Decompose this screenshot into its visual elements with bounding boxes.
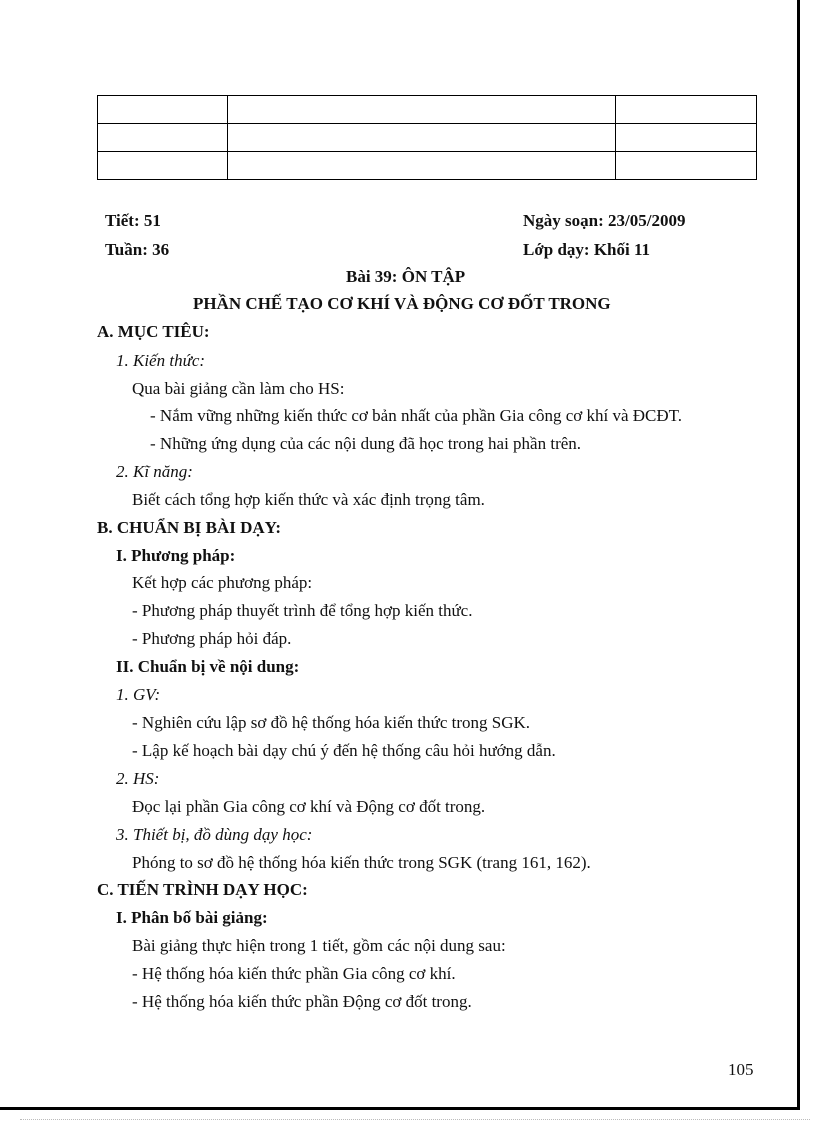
week-label: Tuần: 36 xyxy=(105,240,170,259)
list-item: - Nắm vững những kiến thức cơ bản nhất của phần Gia công cơ khí và ĐCĐT. xyxy=(150,406,683,425)
section-a-heading: A. MỤC TIÊU: xyxy=(97,322,210,341)
list-item: - Hệ thống hóa kiến thức phần Động cơ đốt trong. xyxy=(132,992,472,1011)
section-c-heading: C. TIẾN TRÌNH DẠY HỌC: xyxy=(97,880,308,899)
knowledge-intro: Qua bài giảng cần làm cho HS: xyxy=(132,379,345,398)
list-item: - Nghiên cứu lập sơ đồ hệ thống hóa kiến thức trong SGK. xyxy=(132,713,531,732)
methods-heading: I. Phương pháp: xyxy=(116,546,236,565)
period-label: Tiết: 51 xyxy=(105,211,161,230)
page-bottom-edge xyxy=(20,1119,810,1120)
gv-heading: 1. GV: xyxy=(116,685,161,704)
list-item: - Hệ thống hóa kiến thức phần Gia công cơ khí. xyxy=(132,964,456,983)
methods-intro: Kết hợp các phương pháp: xyxy=(132,573,313,592)
hs-heading: 2. HS: xyxy=(116,769,160,788)
knowledge-heading: 1. Kiến thức: xyxy=(116,351,206,370)
table-row xyxy=(98,152,757,180)
equipment-text: Phóng to sơ đồ hệ thống hóa kiến thức trong SGK (trang 161, 162). xyxy=(132,853,591,872)
lesson-subtitle: PHẦN CHẾ TẠO CƠ KHÍ VÀ ĐỘNG CƠ ĐỐT TRONG xyxy=(193,294,611,313)
class-label: Lớp dạy: Khối 11 xyxy=(523,240,651,259)
empty-header-table xyxy=(97,95,757,180)
table-row xyxy=(98,124,757,152)
lesson-title: Bài 39: ÔN TẬP xyxy=(346,267,466,286)
hs-text: Đọc lại phần Gia công cơ khí và Động cơ đốt trong. xyxy=(132,797,486,816)
page-number: 105 xyxy=(728,1060,754,1079)
list-item: - Lập kế hoạch bài dạy chú ý đến hệ thống câu hỏi hướng dẫn. xyxy=(132,741,556,760)
equipment-heading: 3. Thiết bị, đồ dùng dạy học: xyxy=(116,825,313,844)
skills-heading: 2. Kĩ năng: xyxy=(116,462,193,481)
list-item: - Những ứng dụng của các nội dung đã học trong hai phần trên. xyxy=(150,434,582,453)
list-item: - Phương pháp thuyết trình để tổng hợp kiến thức. xyxy=(132,601,473,620)
section-b-heading: B. CHUẨN BỊ BÀI DẠY: xyxy=(97,518,282,537)
skills-text: Biết cách tổng hợp kiến thức và xác định trọng tâm. xyxy=(132,490,485,509)
list-item: - Phương pháp hỏi đáp. xyxy=(132,629,292,648)
table-row xyxy=(98,96,757,124)
allocation-heading: I. Phân bố bài giảng: xyxy=(116,908,268,927)
date-label: Ngày soạn: 23/05/2009 xyxy=(523,211,686,230)
allocation-intro: Bài giảng thực hiện trong 1 tiết, gồm các nội dung sau: xyxy=(132,936,506,955)
content-heading: II. Chuẩn bị về nội dung: xyxy=(116,657,300,676)
